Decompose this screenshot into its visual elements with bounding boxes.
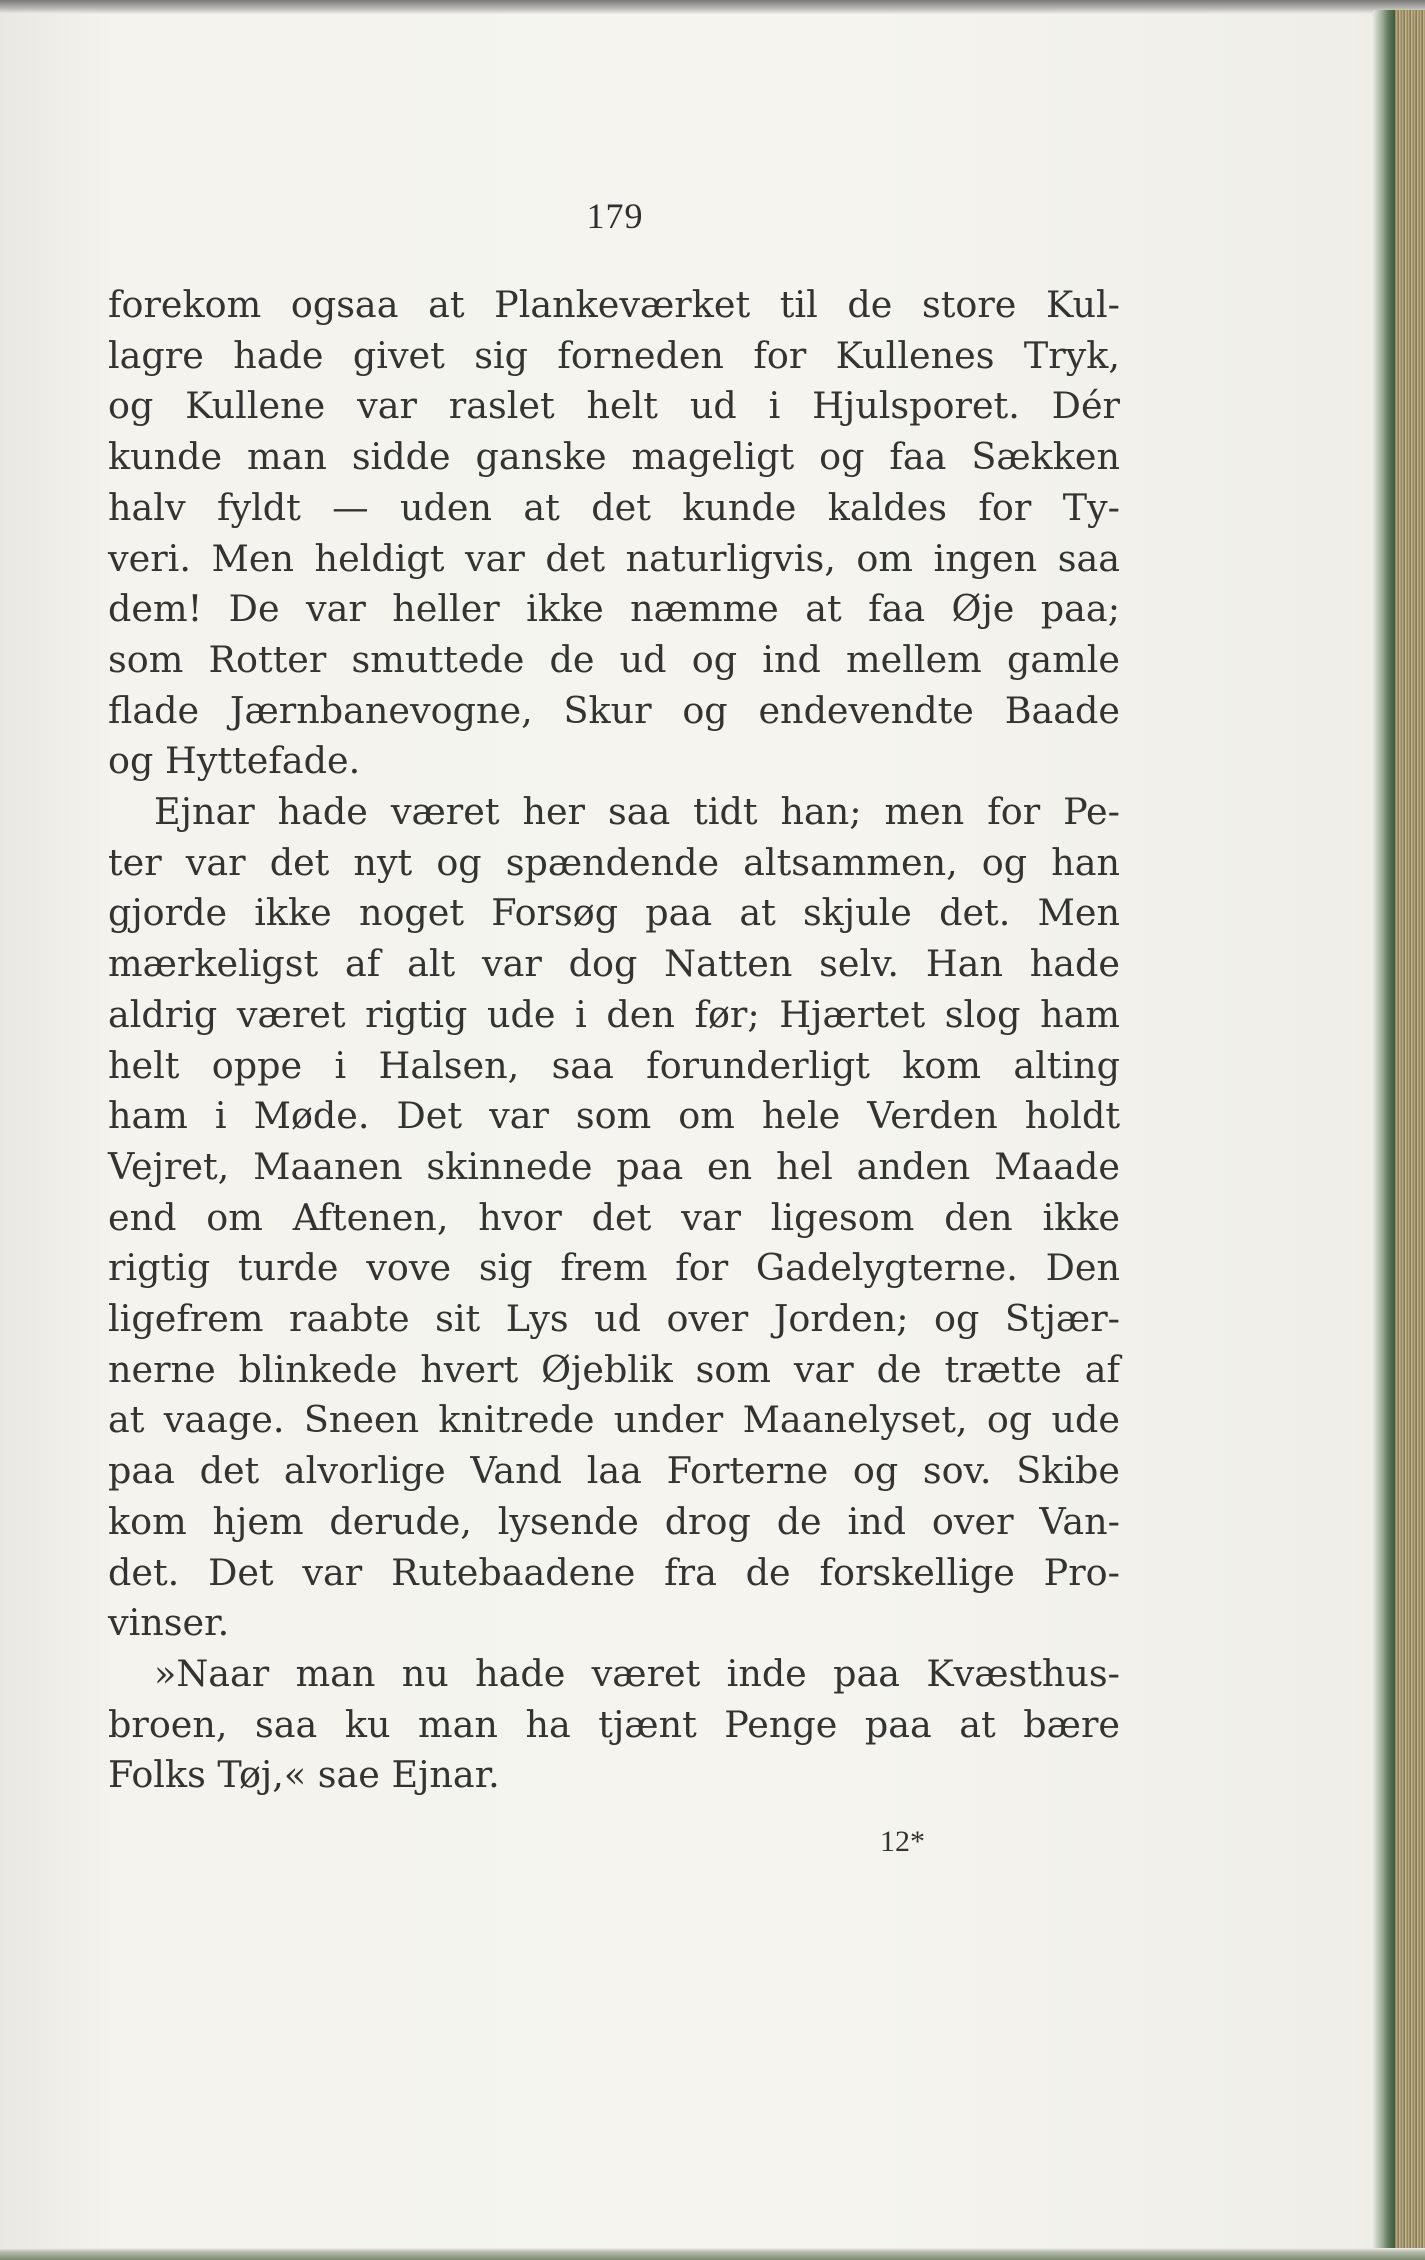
- page-number: 179: [586, 196, 644, 236]
- body-text: [108, 280, 1120, 1801]
- text-line: paa det alvorlige Vand laa Forterne og sov. Skibe: [108, 1449, 1120, 1493]
- text-line: veri. Men heldigt var det naturligvis, om ingen saa: [108, 536, 1120, 580]
- text-line: kom hjem derude, lysende drog de ind over Van-: [108, 1499, 1120, 1543]
- text-line: ter var det nyt og spændende altsammen, og han: [108, 840, 1120, 884]
- text-line: og Hyttefade.: [108, 739, 361, 783]
- text-line: ham i Møde. Det var som om hele Verden holdt: [108, 1094, 1120, 1138]
- page-top-edge: [0, 0, 1425, 14]
- text-line: mærkeligst af alt var dog Natten selv. Han hade: [108, 942, 1120, 986]
- text-line: og Kullene var raslet helt ud i Hjulsporet. Dér: [108, 384, 1120, 428]
- text-line: det. Det var Rutebaadene fra de forskellige Pro-: [108, 1550, 1120, 1594]
- text-line: som Rotter smuttede de ud og ind mellem gamle: [108, 637, 1120, 681]
- page-stack-edge: [1395, 10, 1425, 2258]
- text-line: Ejnar hade været her saa tidt han; men for Pe-: [154, 790, 1120, 834]
- text-line: flade Jærnbanevogne, Skur og endevendte Baade: [108, 688, 1120, 732]
- signature-mark: 12*: [880, 1825, 925, 1858]
- binding-edge: [1373, 10, 1395, 2258]
- text-line: ligefrem raabte sit Lys ud over Jorden; og Stjær-: [108, 1297, 1120, 1341]
- text-line: nerne blinkede hvert Øjeblik som var de trætte af: [108, 1347, 1120, 1391]
- text-line: lagre hade givet sig forneden for Kullenes Tryk,: [108, 333, 1120, 377]
- text-line: vinser.: [108, 1601, 230, 1645]
- text-line: helt oppe i Halsen, saa forunderligt kom alting: [108, 1043, 1120, 1087]
- text-line: Vejret, Maanen skinnede paa en hel anden Maade: [108, 1144, 1120, 1188]
- text-line: forekom ogsaa at Plankeværket til de store Kul-: [108, 283, 1120, 326]
- text-line: halv fyldt — uden at det kunde kaldes for Ty-: [108, 485, 1120, 529]
- text-line: »Naar man nu hade været inde paa Kvæsthus-: [154, 1651, 1120, 1695]
- text-line: dem! De var heller ikke næmme at faa Øje paa;: [108, 587, 1120, 631]
- text-line: broen, saa ku man ha tjænt Penge paa at bære: [108, 1702, 1120, 1746]
- text-line: at vaage. Sneen knitrede under Maanelyset, og ude: [108, 1398, 1120, 1442]
- text-line: aldrig været rigtig ude i den før; Hjærtet slog ham: [108, 992, 1120, 1036]
- text-line: Folks Tøj,« sae Ejnar.: [108, 1753, 500, 1797]
- page-bottom-edge: [0, 2248, 1425, 2260]
- text-line: end om Aftenen, hvor det var ligesom den ikke: [108, 1195, 1120, 1239]
- text-line: kunde man sidde ganske mageligt og faa Sækken: [108, 435, 1120, 479]
- text-line: gjorde ikke noget Forsøg paa at skjule det. Men: [108, 891, 1120, 935]
- text-line: rigtig turde vove sig frem for Gadelygterne. Den: [108, 1246, 1120, 1290]
